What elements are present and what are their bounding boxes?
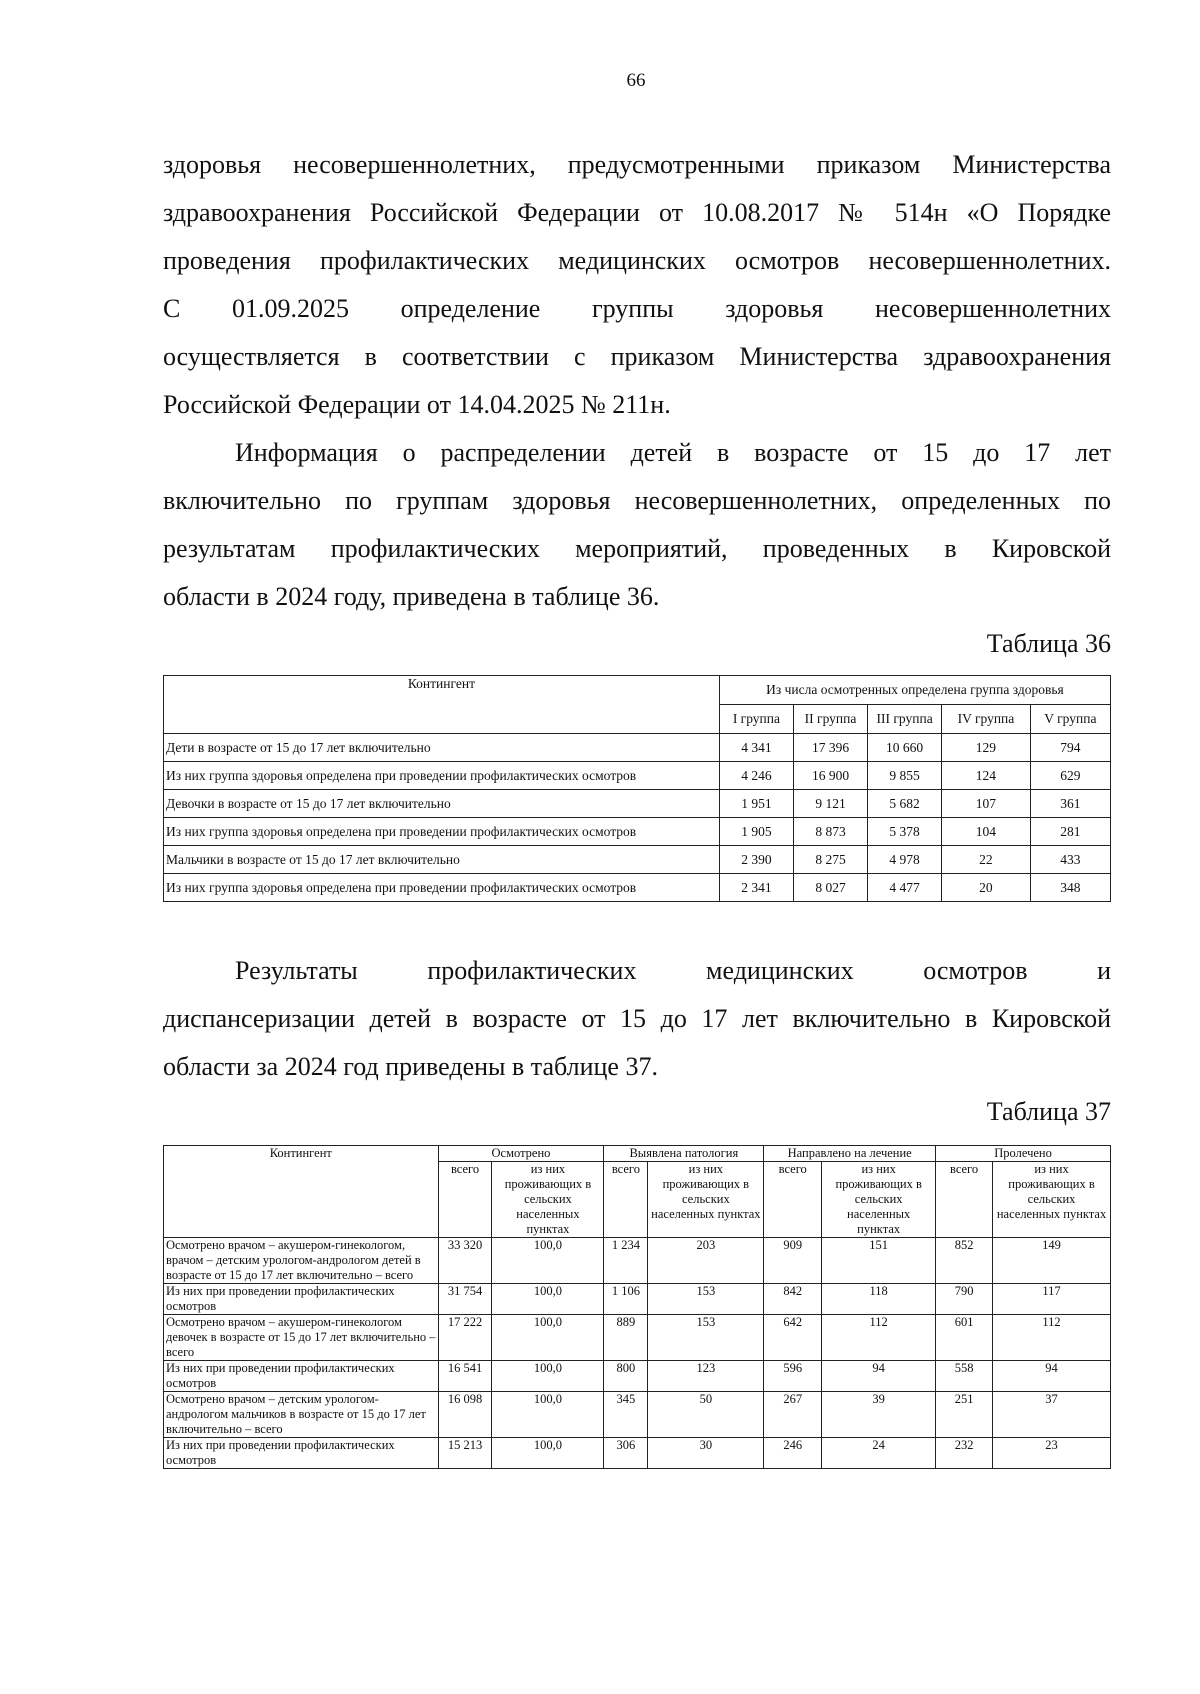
cell: 433 — [1030, 846, 1110, 874]
row-label: Осмотрено врачом – акушером-гинекологом девочек в возрасте от 15 до 17 лет включительно – всего — [164, 1315, 439, 1361]
table-36-caption: Таблица 36 — [986, 629, 1111, 658]
paragraph-3 — [163, 947, 1111, 1091]
cell: 601 — [936, 1315, 993, 1361]
row-label: Из них группа здоровья определена при проведении профилактических осмотров — [164, 874, 720, 902]
table-37-subheader-total: всего — [438, 1162, 492, 1238]
cell: 4 246 — [719, 762, 793, 790]
table-37-group-header: Осмотрено — [438, 1146, 604, 1162]
table-36-header-group: Из числа осмотренных определена группа здоровья — [719, 676, 1110, 705]
cell: 16 900 — [793, 762, 867, 790]
cell: 10 660 — [868, 734, 942, 762]
table-37-subheader-rural: из них проживающих в сельских населенных пунктах — [993, 1162, 1111, 1238]
cell: 246 — [764, 1438, 822, 1469]
cell: 104 — [942, 818, 1031, 846]
table-37-subheader-total: всего — [604, 1162, 648, 1238]
cell: 2 341 — [719, 874, 793, 902]
text-line: С 01.09.2025 определение группы здоровья несовершеннолетних — [163, 294, 1111, 323]
cell: 50 — [648, 1392, 764, 1438]
row-label: Девочки в возрасте от 15 до 17 лет включительно — [164, 790, 720, 818]
cell: 100,0 — [492, 1361, 604, 1392]
table-row — [164, 874, 1111, 902]
table-row — [164, 762, 1111, 790]
text-line: здоровья несовершеннолетних, предусмотренными приказом Министерства — [163, 150, 1111, 179]
cell: 16 541 — [438, 1361, 492, 1392]
cell: 345 — [604, 1392, 648, 1438]
cell: 37 — [993, 1392, 1111, 1438]
text-line: диспансеризации детей в возрасте от 15 до 17 лет включительно в Кировской — [163, 1004, 1111, 1033]
row-label: Мальчики в возрасте от 15 до 17 лет включительно — [164, 846, 720, 874]
row-label: Из них группа здоровья определена при проведении профилактических осмотров — [164, 762, 720, 790]
table-36-column-header: V группа — [1030, 705, 1110, 734]
row-label: Осмотрено врачом – акушером-гинекологом, врачом – детским урологом-андрологом детей в возрасте от 15 до 17 лет включительно – всего — [164, 1238, 439, 1284]
row-label: Дети в возрасте от 15 до 17 лет включительно — [164, 734, 720, 762]
cell: 118 — [822, 1284, 936, 1315]
cell: 361 — [1030, 790, 1110, 818]
cell: 151 — [822, 1238, 936, 1284]
table-37-group-header: Пролечено — [936, 1146, 1111, 1162]
cell: 790 — [936, 1284, 993, 1315]
cell: 629 — [1030, 762, 1110, 790]
table-37-subheader-total: всего — [764, 1162, 822, 1238]
row-label: Из них при проведении профилактических осмотров — [164, 1284, 439, 1315]
table-row — [164, 1315, 1111, 1361]
table-row — [164, 734, 1111, 762]
cell: 1 951 — [719, 790, 793, 818]
cell: 9 121 — [793, 790, 867, 818]
row-label: Осмотрено врачом – детским урологом-андрологом мальчиков в возрасте от 15 до 17 лет включительно – всего — [164, 1392, 439, 1438]
cell: 5 378 — [868, 818, 942, 846]
cell: 100,0 — [492, 1238, 604, 1284]
cell: 107 — [942, 790, 1031, 818]
cell: 112 — [822, 1315, 936, 1361]
cell: 4 978 — [868, 846, 942, 874]
cell: 20 — [942, 874, 1031, 902]
cell: 794 — [1030, 734, 1110, 762]
cell: 15 213 — [438, 1438, 492, 1469]
cell: 124 — [942, 762, 1031, 790]
paragraph-2 — [163, 429, 1111, 621]
cell: 94 — [993, 1361, 1111, 1392]
cell: 558 — [936, 1361, 993, 1392]
cell: 889 — [604, 1315, 648, 1361]
cell: 16 098 — [438, 1392, 492, 1438]
text-line: Российской Федерации от 14.04.2025 № 211н. — [163, 390, 671, 419]
cell: 1 106 — [604, 1284, 648, 1315]
cell: 642 — [764, 1315, 822, 1361]
table-row — [164, 1238, 1111, 1284]
cell: 348 — [1030, 874, 1110, 902]
page-number: 66 — [626, 70, 646, 91]
cell: 39 — [822, 1392, 936, 1438]
cell: 149 — [993, 1238, 1111, 1284]
cell: 8 027 — [793, 874, 867, 902]
cell: 129 — [942, 734, 1031, 762]
table-36-column-header: IV группа — [942, 705, 1031, 734]
cell: 22 — [942, 846, 1031, 874]
cell: 267 — [764, 1392, 822, 1438]
cell: 800 — [604, 1361, 648, 1392]
text-line: осуществляется в соответствии с приказом Министерства здравоохранения — [163, 342, 1111, 371]
cell: 30 — [648, 1438, 764, 1469]
cell: 153 — [648, 1315, 764, 1361]
row-label: Из них при проведении профилактических осмотров — [164, 1438, 439, 1469]
text-line: здравоохранения Российской Федерации от 10.08.2017 № 514н «О Порядке — [163, 198, 1111, 227]
row-label: Из них группа здоровья определена при проведении профилактических осмотров — [164, 818, 720, 846]
table-37-subheader-total: всего — [936, 1162, 993, 1238]
table-36-column-header: II группа — [793, 705, 867, 734]
cell: 153 — [648, 1284, 764, 1315]
table-row — [164, 1438, 1111, 1469]
table-36-header-contingent: Контингент — [164, 676, 720, 734]
row-label: Из них при проведении профилактических осмотров — [164, 1361, 439, 1392]
table-row — [164, 846, 1111, 874]
cell: 100,0 — [492, 1438, 604, 1469]
table-36-column-header: III группа — [868, 705, 942, 734]
cell: 203 — [648, 1238, 764, 1284]
cell: 100,0 — [492, 1315, 604, 1361]
cell: 23 — [993, 1438, 1111, 1469]
cell: 8 873 — [793, 818, 867, 846]
cell: 31 754 — [438, 1284, 492, 1315]
cell: 251 — [936, 1392, 993, 1438]
cell: 8 275 — [793, 846, 867, 874]
table-row — [164, 818, 1111, 846]
cell: 112 — [993, 1315, 1111, 1361]
table-36-column-header: I группа — [719, 705, 793, 734]
text-line: Результаты профилактических медицинских осмотров и — [235, 956, 1111, 985]
cell: 24 — [822, 1438, 936, 1469]
table-row — [164, 1361, 1111, 1392]
cell: 1 905 — [719, 818, 793, 846]
paragraph-1 — [163, 141, 1111, 429]
cell: 33 320 — [438, 1238, 492, 1284]
text-line: области в 2024 году, приведена в таблице 36. — [163, 582, 660, 611]
table-36 — [163, 675, 1111, 902]
table-row — [164, 1392, 1111, 1438]
table-row — [164, 790, 1111, 818]
cell: 4 477 — [868, 874, 942, 902]
cell: 909 — [764, 1238, 822, 1284]
text-line: результатам профилактических мероприятий, проведенных в Кировской — [163, 534, 1111, 563]
cell: 596 — [764, 1361, 822, 1392]
table-37-header-contingent: Контингент — [164, 1146, 439, 1238]
table-37-caption: Таблица 37 — [986, 1097, 1111, 1126]
table-37 — [163, 1145, 1111, 1469]
cell: 842 — [764, 1284, 822, 1315]
text-line: включительно по группам здоровья несовершеннолетних, определенных по — [163, 486, 1111, 515]
table-37-subheader-rural: из них проживающих в сельских населенных пунктах — [492, 1162, 604, 1238]
cell: 117 — [993, 1284, 1111, 1315]
table-37-subheader-rural: из них проживающих в сельских населенных пунктах — [648, 1162, 764, 1238]
cell: 2 390 — [719, 846, 793, 874]
cell: 4 341 — [719, 734, 793, 762]
cell: 1 234 — [604, 1238, 648, 1284]
cell: 94 — [822, 1361, 936, 1392]
cell: 100,0 — [492, 1284, 604, 1315]
table-37-group-header: Выявлена патология — [604, 1146, 764, 1162]
text-line: проведения профилактических медицинских осмотров несовершеннолетних. — [163, 246, 1111, 275]
table-37-group-header: Направлено на лечение — [764, 1146, 936, 1162]
cell: 100,0 — [492, 1392, 604, 1438]
cell: 9 855 — [868, 762, 942, 790]
cell: 123 — [648, 1361, 764, 1392]
cell: 281 — [1030, 818, 1110, 846]
table-row — [164, 1284, 1111, 1315]
cell: 306 — [604, 1438, 648, 1469]
cell: 17 396 — [793, 734, 867, 762]
cell: 17 222 — [438, 1315, 492, 1361]
cell: 232 — [936, 1438, 993, 1469]
text-line: области за 2024 год приведены в таблице 37. — [163, 1052, 658, 1081]
text-line: Информация о распределении детей в возрасте от 15 до 17 лет — [235, 438, 1111, 467]
table-37-subheader-rural: из них проживающих в сельских населенных пунктах — [822, 1162, 936, 1238]
cell: 852 — [936, 1238, 993, 1284]
cell: 5 682 — [868, 790, 942, 818]
